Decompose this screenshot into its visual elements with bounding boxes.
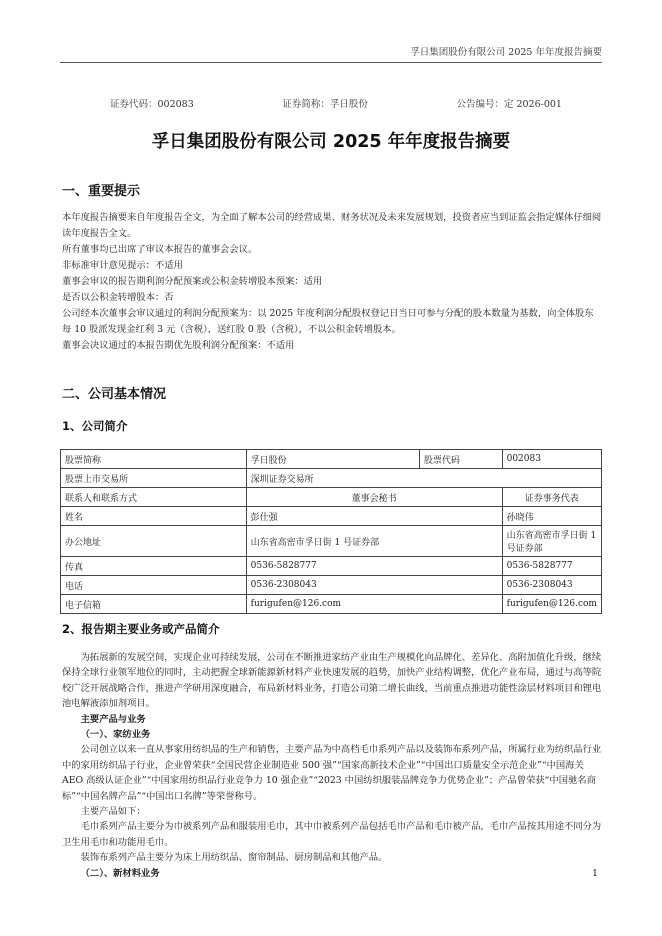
paragraph: 公司经本次董事会审议通过的利润分配预案为：以 2025 年度利润分配股权登记日当日可参与分配的股本数量为基数，向全体股东每 10 股派发现金红利 3 元（含税），送红股 0 股（含税），不以公积金转增股本。 (62, 308, 594, 335)
paragraph: 装饰布系列产品主要分为床上用纺织品、窗帘制品、厨房制品和其他产品。 (80, 852, 388, 864)
paragraph: 是否以公积金转增股本：否 (62, 292, 174, 303)
column-header: 董事会秘书 (246, 488, 502, 507)
cell-value: 0536-2308043 (246, 576, 502, 595)
business-overview-heading: 2、报告期主要业务或产品简介 (62, 622, 220, 636)
paragraph: 为拓展新的发展空间，实现企业可持续发展，公司在不断推进家纺产业由生产规模化向品牌化、差异化、高附加值化升级，继续保持全球行业领军地位的同时，主动把握全球新能源新材料产业快速发展的趋势，加快产业结构调整，优化产业布局，通过与高等院校广泛开展战略合作，推进产学研用深度融合，布局新材料业务，打造公司第二增长曲线，当前重点推进功能性涂层材料项目和锂电池电解液添加剂项目。 (62, 652, 602, 710)
section2-heading: 二、公司基本情况 (62, 387, 167, 402)
table-row (61, 576, 602, 595)
stock-code: 证券代码：002083 (110, 99, 194, 110)
cell-label: 股票上市交易所 (61, 469, 247, 488)
table-row (61, 557, 602, 576)
page-number: 1 (591, 868, 598, 879)
paragraph: 主要产品如下： (80, 806, 146, 818)
cell-label: 股票简称 (61, 450, 247, 469)
paragraph: 本年度报告摘要来自年度报告全文，为全面了解本公司的经营成果、财务状况及未来发展规划，投资者应当到证监会指定媒体仔细阅读年度报告全文。 (62, 212, 602, 239)
table-row (61, 469, 602, 488)
paragraph: 董事会决议通过的本报告期优先股利润分配预案：不适用 (62, 340, 295, 351)
cell-value: 002083 (502, 450, 601, 469)
meta-line (110, 96, 562, 110)
paragraph: 公司创立以来一直从事家用纺织品的生产和销售，主要产品为中高档毛巾系列产品以及装饰布系列产品，所属行业为纺织品行业中的家用纺织品子行业，企业曾荣获“全国民营企业制造业 500 强”“国家高新技术企业”“中国出口质量安全示范企业”“中国海关 AEO 高级认证企业”“中国家用纺织品行业竞争力 10 强企业”“2023 中国纺织服装品牌竞争力优势企业”；产品曾荣获“中国驰名商标”“中国名牌产品”“中国出口名牌”等荣誉称号。 (62, 744, 602, 802)
cell-value: furigufen@126.com (502, 595, 601, 614)
document-title: 孚日集团股份有限公司 2025 年年度报告摘要 (151, 132, 511, 152)
table-row (61, 507, 602, 526)
running-header: 孚日集团股份有限公司 2025 年年度报告摘要 (60, 44, 602, 63)
cell-label: 办公地址 (61, 526, 247, 557)
cell-value: 彭仕强 (246, 507, 502, 526)
column-header: 证券事务代表 (502, 488, 601, 507)
section1-body (62, 210, 602, 354)
section1-heading: 一、重要提示 (62, 184, 141, 199)
cell-value: furigufen@126.com (246, 595, 502, 614)
paragraph: 毛巾系列产品主要分为巾被系列产品和服装用毛巾，其中巾被系列产品包括毛巾产品和毛巾被产品，毛巾产品按其用途不同分为卫生用毛巾和功能用毛巾。 (62, 821, 602, 848)
paragraph-bold: （二）、新材料业务 (80, 867, 160, 879)
cell-value: 深圳证券交易所 (246, 469, 601, 488)
cell-value: 0536-5828777 (502, 557, 601, 576)
cell-value: 山东省高密市孚日街 1 号证券部 (246, 526, 502, 557)
paragraph: 所有董事均已出席了审议本报告的董事会会议。 (62, 244, 258, 255)
table-row (61, 450, 602, 469)
cell-label: 联系人和联系方式 (61, 488, 247, 507)
cell-value: 孙晓伟 (502, 507, 601, 526)
business-overview-body (62, 650, 602, 881)
table-row (61, 488, 602, 507)
company-info-table (60, 449, 602, 614)
company-profile-heading: 1、公司简介 (62, 419, 128, 433)
paragraph-bold: （一）、家纺业务 (80, 729, 151, 741)
cell-label: 传真 (61, 557, 247, 576)
paragraph: 非标准审计意见提示：不适用 (62, 260, 183, 271)
announcement-no: 公告编号：定 2026-001 (456, 99, 562, 110)
cell-label: 电子信箱 (61, 595, 247, 614)
stock-abbr: 证券简称：孚日股份 (282, 99, 368, 110)
cell-value: 0536-2308043 (502, 576, 601, 595)
table-row (61, 526, 602, 557)
cell-label: 股票代码 (419, 450, 502, 469)
cell-value: 0536-5828777 (246, 557, 502, 576)
cell-value: 山东省高密市孚日街 1 号证券部 (502, 526, 601, 557)
cell-value: 孚日股份 (246, 450, 419, 469)
paragraph-bold: 主要产品与业务 (80, 713, 146, 725)
paragraph: 董事会审议的报告期利润分配预案或公积金转增股本预案：适用 (62, 276, 323, 287)
cell-label: 电话 (61, 576, 247, 595)
table-row (61, 595, 602, 614)
cell-label: 姓名 (61, 507, 247, 526)
